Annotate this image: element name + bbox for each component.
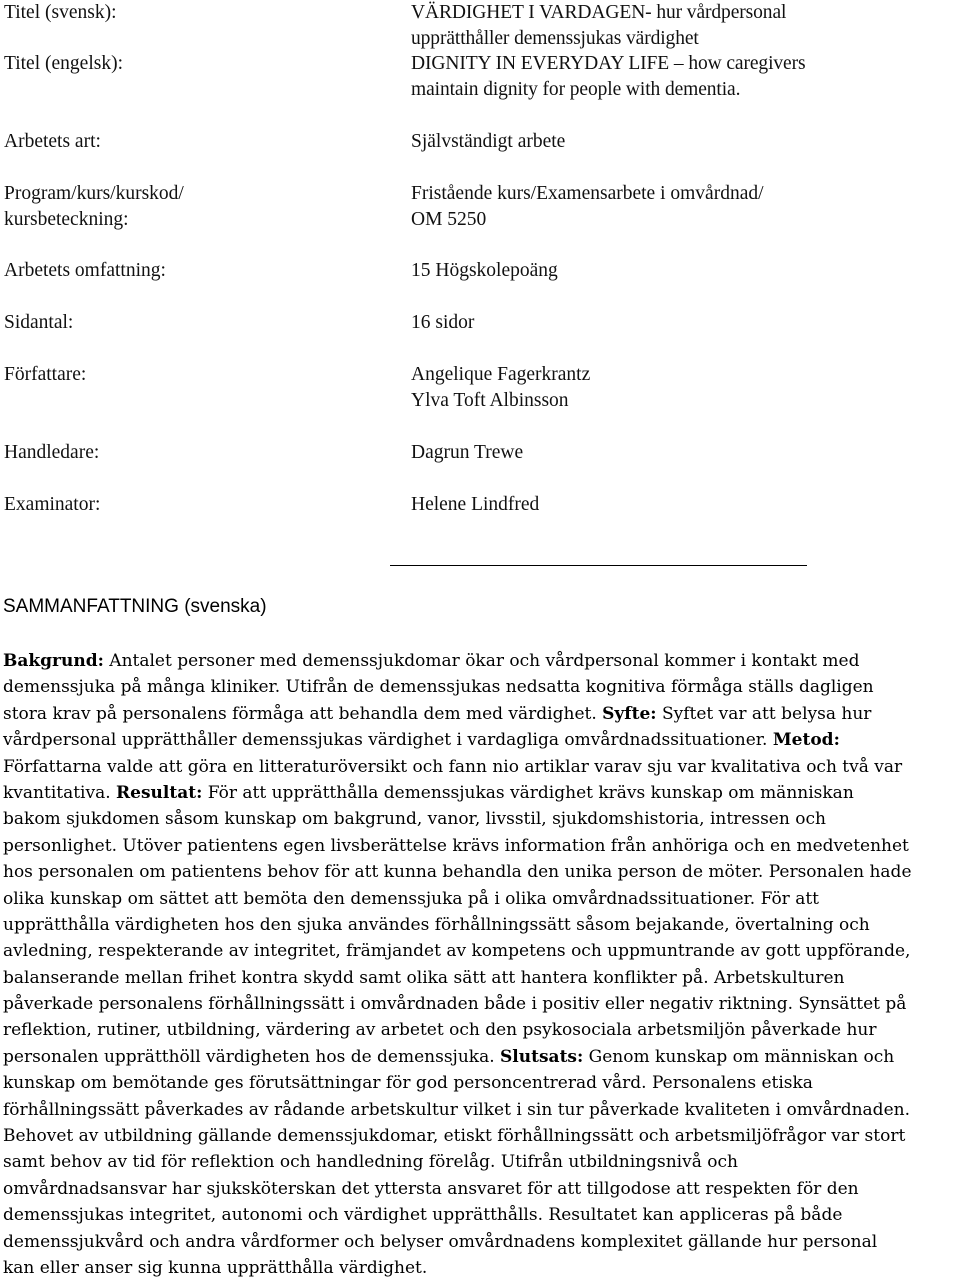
abstract-line: [3, 965, 959, 991]
abstract-section-label: Syfte:: [602, 703, 657, 724]
pages-value: 16 sidor: [411, 312, 475, 333]
abstract-line: [3, 701, 959, 727]
abstract-line: [3, 938, 959, 964]
abstract-line: [3, 780, 959, 806]
type-value: Självständigt arbete: [411, 131, 566, 152]
abstract-text: reflektion, rutiner, utbildning, värdering av arbetet och den psykosociala arbetsmiljön påverkade hur: [3, 1020, 877, 1041]
abstract-line: [3, 1229, 959, 1255]
abstract-text: upprätthålla värdigheten hos den sjuka användes förhållningssätt såsom bejakande, övertalning och: [3, 914, 870, 935]
abstract-text: demenssjukas integritet, autonomi och värdighet upprätthålls. Resultatet kan appliceras på både: [3, 1205, 843, 1226]
abstract-text: bakom sjukdomen såsom kunskap om bakgrund, vanor, livsstil, sjukdomshistoria, intressen och: [3, 809, 826, 830]
scope-value: 15 Högskolepoäng: [411, 260, 558, 281]
abstract-line: [3, 912, 959, 938]
pages-label: Sidantal:: [4, 312, 74, 333]
abstract-text: förhållningssätt påverkades av rådande arbetskultur vilket i sin tur påverkade kvaliteten i omvårdnaden.: [3, 1099, 910, 1120]
abstract-text: kvantitativa.: [3, 782, 117, 803]
abstract-text: Antalet personer med demenssjukdomar ökar och vårdpersonal kommer i kontakt med: [103, 651, 860, 671]
abstract-line: [3, 727, 959, 753]
horizontal-rule: [390, 565, 807, 566]
abstract-line: [3, 674, 959, 700]
authors-value: [411, 362, 956, 414]
abstract-line: [3, 859, 959, 885]
type-label: Arbetets art:: [4, 131, 101, 152]
abstract-section-label: Resultat:: [116, 782, 203, 803]
abstract-line: [3, 1176, 959, 1202]
title-en-line: maintain dignity for people with dementia.: [411, 79, 741, 100]
abstract-text: omvårdnadsansvar har sjuksköterskan det yttersta ansvaret för att tillgodose att respekten för den: [3, 1178, 859, 1199]
abstract-text: personlighet. Utöver patientens egen livsberättelse krävs information från anhöriga och en medvetenhet: [3, 835, 909, 856]
program-value-line: Fristående kurs/Examensarbete i omvårdnad/: [411, 183, 764, 204]
program-value: [411, 181, 956, 233]
abstract-text: vårdpersonal upprätthåller demenssjukas värdighet i vardagliga omvårdnadssituationer.: [3, 730, 773, 751]
abstract-text: Författarna valde att göra en litteraturöversikt och fann nio artiklar varav sju var kvalitativa och två var: [3, 756, 903, 777]
abstract-text: påverkade personalens förhållningssätt i omvårdnaden både i positiv eller negativ riktning. Synsättet på: [3, 994, 907, 1015]
abstract-line: [3, 648, 959, 674]
abstract-text: stora krav på personalens förmåga att behandla dem med värdighet.: [3, 703, 603, 724]
abstract-text: samt behov av tid för reflektion och handledning förelåg. Utifrån utbildningsnivå och: [3, 1152, 738, 1173]
examiner-label: Examinator:: [4, 494, 101, 515]
abstract-section-label: Bakgrund:: [3, 651, 104, 671]
program-label-line: kursbeteckning:: [4, 209, 129, 230]
abstract-body: [3, 648, 959, 1281]
abstract-line: [3, 991, 959, 1017]
scope-label: Arbetets omfattning:: [4, 260, 166, 281]
abstract-text: kunskap om bemötande ges förutsättningar för god personcentrerad vård. Personalens etiska: [3, 1073, 813, 1094]
abstract-line: [3, 1149, 959, 1175]
abstract-line: [3, 1255, 959, 1281]
abstract-line: [3, 1017, 959, 1043]
abstract-heading: SAMMANFATTNING (svenska): [3, 596, 267, 617]
abstract-line: [3, 754, 959, 780]
program-label-line: Program/kurs/kurskod/: [4, 183, 184, 204]
abstract-text: demenssjukvård och andra vårdformer och belyser omvårdnadens komplexitet gällande hur personal: [3, 1231, 878, 1252]
authors-label: Författare:: [4, 364, 87, 385]
title-en-label: Titel (engelsk):: [4, 53, 123, 74]
title-en-value: [411, 51, 956, 103]
abstract-text: avledning, respekterande av integritet, främjandet av kompetens och uppmuntrande av gott uppförande,: [3, 941, 911, 962]
abstract-text: demenssjuka på många kliniker. Utifrån de demenssjukas nedsatta kognitiva förmåga ställs dagligen: [3, 677, 874, 698]
abstract-text: personalen upprätthöll värdigheten hos de demenssjuka.: [3, 1046, 501, 1067]
abstract-text: Syftet var att belysa hur: [656, 703, 872, 724]
title-sv-value: [411, 0, 956, 52]
abstract-section-label: Metod:: [772, 730, 840, 751]
abstract-text: Genom kunskap om människan och: [583, 1046, 895, 1067]
supervisor-label: Handledare:: [4, 442, 100, 463]
abstract-line: [3, 1070, 959, 1096]
supervisor-value: Dagrun Trewe: [411, 442, 524, 463]
abstract-text: Behovet av utbildning gällande demenssjukdomar, etiskt förhållningssätt och arbetsmiljöfrågor var stort: [3, 1126, 906, 1147]
abstract-section-label: Slutsats:: [500, 1046, 584, 1067]
abstract-line: [3, 1044, 959, 1070]
abstract-text: olika kunskap om sättet att bemöta den demenssjuka på i olika omvårdnadssituationer. För att: [3, 888, 820, 909]
title-sv-label: Titel (svensk):: [4, 2, 117, 23]
abstract-text: För att upprätthålla demenssjukas värdighet krävs kunskap om människan: [202, 782, 854, 803]
title-sv-line: upprätthåller demenssjukas värdighet: [411, 28, 699, 49]
title-sv-line: VÄRDIGHET I VARDAGEN- hur vårdpersonal: [411, 2, 787, 23]
examiner-value: Helene Lindfred: [411, 494, 540, 515]
abstract-line: [3, 1202, 959, 1228]
abstract-line: [3, 806, 959, 832]
abstract-line: [3, 886, 959, 912]
abstract-text: balanserande mellan frihet kontra skydd samt olika sätt att hantera konflikter på. Arbetskulturen: [3, 967, 845, 988]
abstract-text: kan eller anser sig kunna upprätthålla värdighet.: [3, 1257, 428, 1278]
abstract-text: hos personalen om patientens behov för att kunna behandla den unika person de möter. Personalen hade: [3, 862, 912, 883]
title-en-line: DIGNITY IN EVERYDAY LIFE – how caregivers: [411, 53, 806, 74]
program-label: [4, 181, 404, 233]
abstract-line: [3, 1097, 959, 1123]
author-name: Ylva Toft Albinsson: [411, 390, 569, 411]
abstract-line: [3, 1123, 959, 1149]
abstract-line: [3, 833, 959, 859]
program-value-line: OM 5250: [411, 209, 487, 230]
author-name: Angelique Fagerkrantz: [411, 364, 591, 385]
